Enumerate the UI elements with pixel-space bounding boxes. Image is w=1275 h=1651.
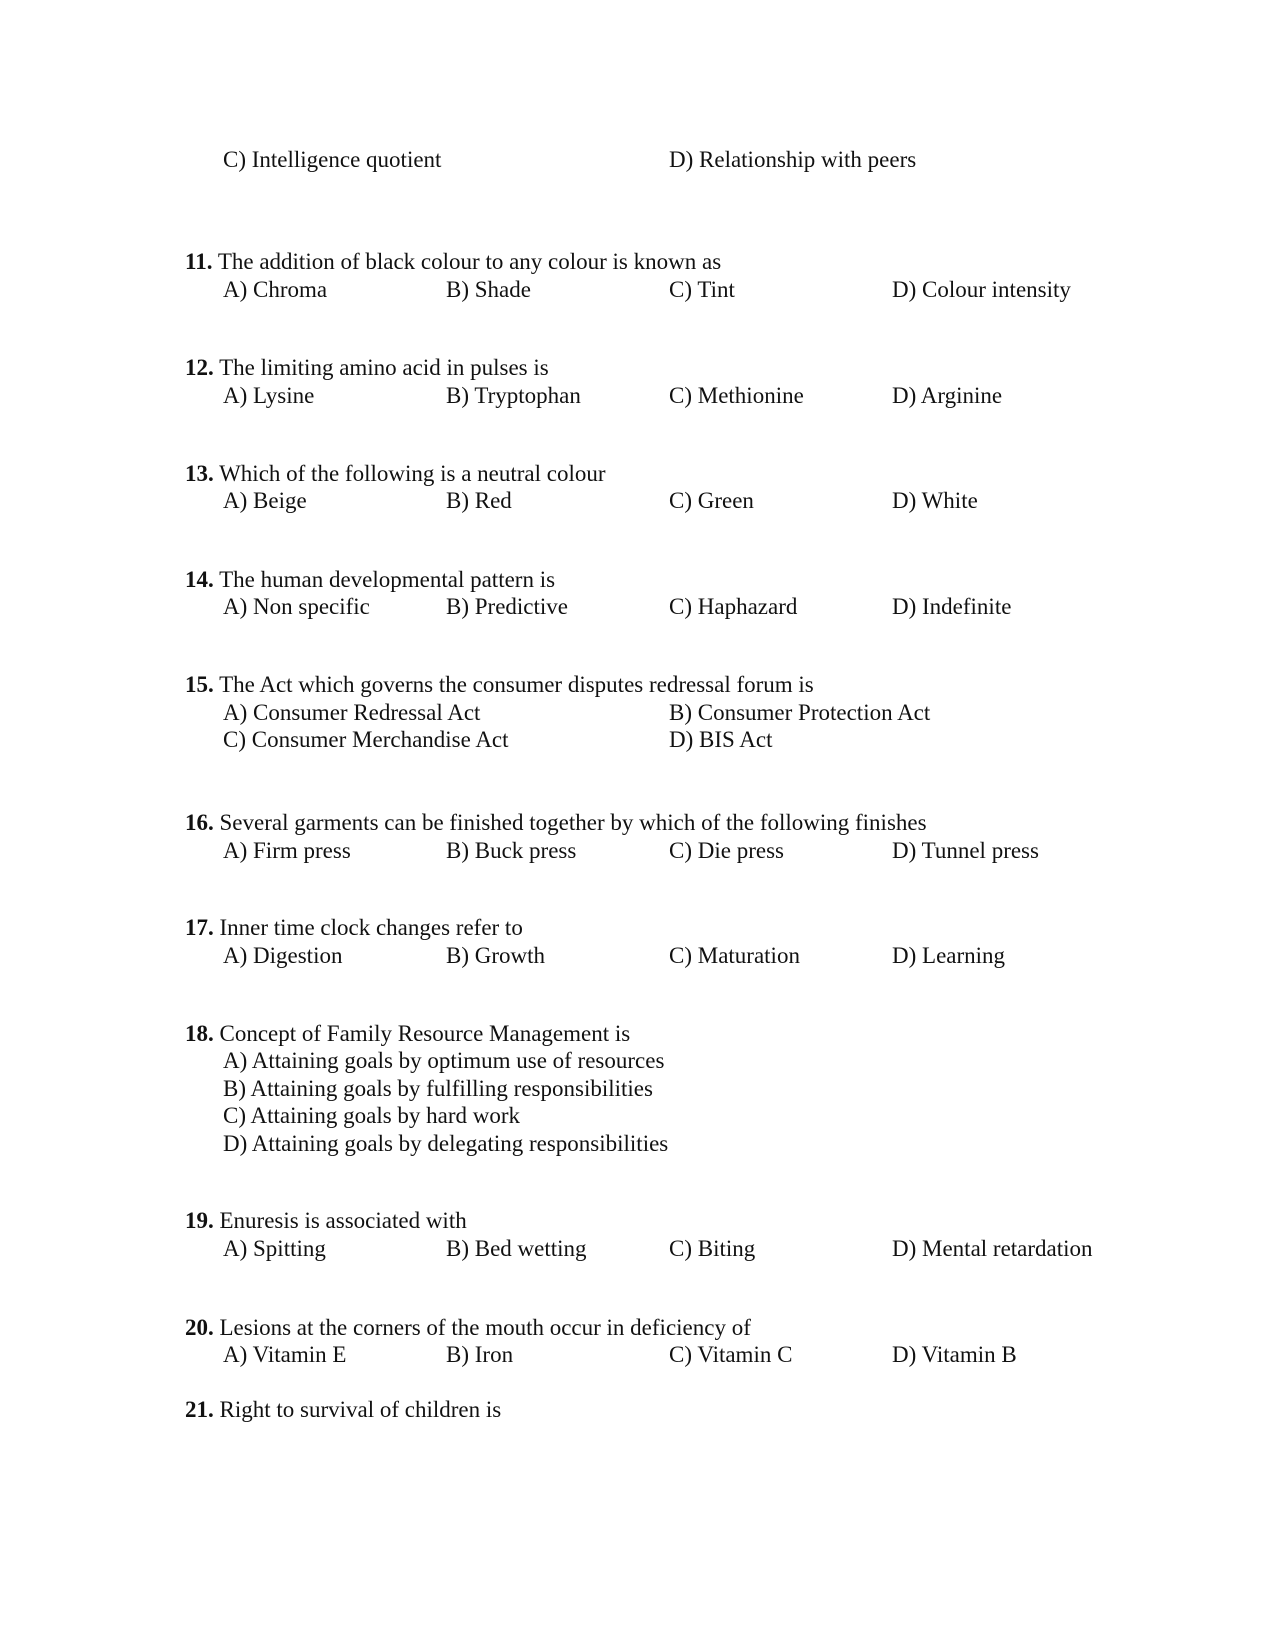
question-14 bbox=[185, 566, 555, 594]
question-19 bbox=[185, 1207, 467, 1235]
question-number: 19. bbox=[185, 1208, 214, 1233]
q18-option-d[interactable]: D) Attaining goals by delegating responsibilities bbox=[223, 1131, 669, 1156]
q14-option-a[interactable]: A) Non specific bbox=[223, 594, 370, 619]
q14-option-c[interactable]: C) Haphazard bbox=[669, 594, 798, 619]
question-text: Lesions at the corners of the mouth occur in deficiency of bbox=[219, 1315, 751, 1340]
question-text: The limiting amino acid in pulses is bbox=[219, 355, 549, 380]
question-text: Inner time clock changes refer to bbox=[219, 915, 523, 940]
q15-option-d[interactable]: D) BIS Act bbox=[669, 727, 773, 752]
q10-option-d[interactable]: D) Relationship with peers bbox=[669, 147, 917, 172]
q16-option-a[interactable]: A) Firm press bbox=[223, 838, 351, 863]
q20-option-a[interactable]: A) Vitamin E bbox=[223, 1342, 347, 1367]
q10-option-c[interactable]: C) Intelligence quotient bbox=[223, 147, 442, 172]
q17-option-a[interactable]: A) Digestion bbox=[223, 943, 343, 968]
question-number: 21. bbox=[185, 1397, 214, 1422]
q19-option-b[interactable]: B) Bed wetting bbox=[446, 1236, 587, 1261]
q16-option-d[interactable]: D) Tunnel press bbox=[892, 838, 1039, 863]
q19-option-c[interactable]: C) Biting bbox=[669, 1236, 756, 1261]
q11-option-c[interactable]: C) Tint bbox=[669, 277, 735, 302]
q17-option-b[interactable]: B) Growth bbox=[446, 943, 546, 968]
q13-option-a[interactable]: A) Beige bbox=[223, 488, 307, 513]
question-text: Enuresis is associated with bbox=[219, 1208, 467, 1233]
q17-option-d[interactable]: D) Learning bbox=[892, 943, 1006, 968]
question-number: 15. bbox=[185, 672, 214, 697]
q15-option-b[interactable]: B) Consumer Protection Act bbox=[669, 700, 931, 725]
question-text: The Act which governs the consumer disputes redressal forum is bbox=[219, 672, 814, 697]
question-12 bbox=[185, 354, 549, 382]
q14-option-d[interactable]: D) Indefinite bbox=[892, 594, 1012, 619]
q18-option-a[interactable]: A) Attaining goals by optimum use of resources bbox=[223, 1048, 665, 1073]
question-number: 17. bbox=[185, 915, 214, 940]
q19-option-d[interactable]: D) Mental retardation bbox=[892, 1236, 1093, 1261]
question-number: 14. bbox=[185, 567, 214, 592]
q13-option-d[interactable]: D) White bbox=[892, 488, 978, 513]
q12-option-c[interactable]: C) Methionine bbox=[669, 383, 804, 408]
question-number: 11. bbox=[185, 249, 213, 274]
question-20 bbox=[185, 1314, 751, 1342]
question-number: 18. bbox=[185, 1021, 214, 1046]
question-18 bbox=[185, 1020, 630, 1048]
q17-option-c[interactable]: C) Maturation bbox=[669, 943, 800, 968]
q12-option-a[interactable]: A) Lysine bbox=[223, 383, 315, 408]
question-text: The human developmental pattern is bbox=[219, 567, 556, 592]
q11-option-d[interactable]: D) Colour intensity bbox=[892, 277, 1071, 302]
q13-option-b[interactable]: B) Red bbox=[446, 488, 512, 513]
q13-option-c[interactable]: C) Green bbox=[669, 488, 754, 513]
question-text: Right to survival of children is bbox=[219, 1397, 502, 1422]
q18-option-c[interactable]: C) Attaining goals by hard work bbox=[223, 1103, 521, 1128]
q15-option-a[interactable]: A) Consumer Redressal Act bbox=[223, 700, 481, 725]
question-13 bbox=[185, 460, 606, 488]
question-number: 16. bbox=[185, 810, 214, 835]
q11-option-a[interactable]: A) Chroma bbox=[223, 277, 328, 302]
q14-option-b[interactable]: B) Predictive bbox=[446, 594, 568, 619]
question-21 bbox=[185, 1396, 501, 1424]
q20-option-d[interactable]: D) Vitamin B bbox=[892, 1342, 1017, 1367]
q11-option-b[interactable]: B) Shade bbox=[446, 277, 531, 302]
question-text: Several garments can be finished together by which of the following finishes bbox=[219, 810, 927, 835]
question-15 bbox=[185, 671, 814, 699]
q16-option-b[interactable]: B) Buck press bbox=[446, 838, 577, 863]
question-number: 12. bbox=[185, 355, 214, 380]
question-number: 13. bbox=[185, 461, 214, 486]
q12-option-b[interactable]: B) Tryptophan bbox=[446, 383, 581, 408]
question-text: The addition of black colour to any colour is known as bbox=[217, 249, 722, 274]
q16-option-c[interactable]: C) Die press bbox=[669, 838, 784, 863]
q20-option-c[interactable]: C) Vitamin C bbox=[669, 1342, 793, 1367]
question-16 bbox=[185, 809, 927, 837]
question-17 bbox=[185, 914, 523, 942]
q15-option-c[interactable]: C) Consumer Merchandise Act bbox=[223, 727, 509, 752]
q12-option-d[interactable]: D) Arginine bbox=[892, 383, 1003, 408]
q18-option-b[interactable]: B) Attaining goals by fulfilling responsibilities bbox=[223, 1076, 653, 1101]
question-11 bbox=[185, 248, 721, 276]
question-text: Concept of Family Resource Management is bbox=[219, 1021, 631, 1046]
question-number: 20. bbox=[185, 1315, 214, 1340]
question-text: Which of the following is a neutral colour bbox=[219, 461, 606, 486]
q19-option-a[interactable]: A) Spitting bbox=[223, 1236, 326, 1261]
q20-option-b[interactable]: B) Iron bbox=[446, 1342, 514, 1367]
